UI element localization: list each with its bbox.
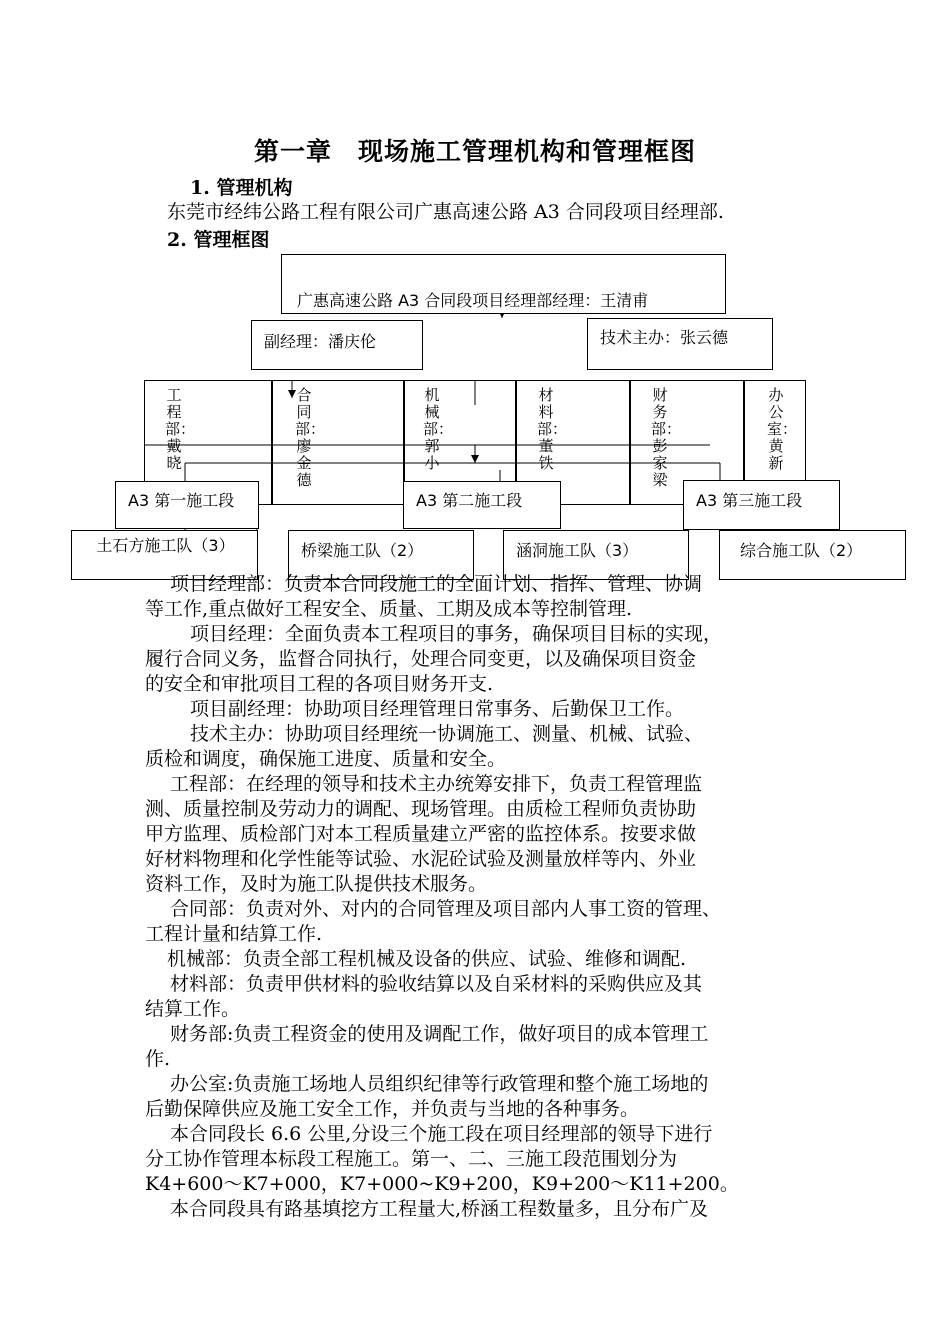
section-heading-management-organization: 1. 管理机构	[190, 177, 293, 199]
construction-section-1-label: A3 第一施工段	[128, 491, 235, 510]
department-engineering-label: 工程部：戴晓	[165, 386, 196, 472]
body-line: 材料部：负责甲供材料的验收结算以及自采材料的采购供应及其	[170, 973, 703, 995]
body-line: 分工协作管理本标段工程施工。第一、二、三施工段范围划分为	[145, 1148, 678, 1170]
body-line: 质检和调度，确保施工进度、质量和安全。	[145, 748, 507, 770]
body-line: 的安全和审批项目工程的各项目财务开支.	[145, 673, 494, 695]
department-contract-box	[272, 380, 404, 505]
section-heading-management-chart: 2. 管理框图	[167, 229, 270, 251]
body-line: 财务部:负责工程资金的使用及调配工作，做好项目的成本管理工	[170, 1023, 709, 1045]
construction-section-3-box	[683, 480, 840, 530]
body-line: 资料工作，及时为施工队提供技术服务。	[145, 873, 488, 895]
team-bridge-label: 桥梁施工队（2）	[301, 541, 424, 560]
body-line: 甲方监理、质检部门对本工程质量建立严密的监控体系。按要求做	[145, 823, 697, 845]
body-text	[145, 572, 815, 1222]
construction-section-2-label: A3 第二施工段	[416, 491, 523, 510]
body-line: 履行合同义务，监督合同执行，处理合同变更，以及确保项目资金	[145, 648, 697, 670]
technical-chief-box	[587, 318, 773, 370]
body-line: 作.	[145, 1048, 171, 1070]
body-line: 等工作,重点做好工程安全、质量、工期及成本等控制管理.	[145, 598, 633, 620]
construction-section-2-box	[403, 481, 561, 529]
org-top-box	[281, 254, 726, 314]
department-machinery-label: 机械部：郭小	[423, 386, 454, 472]
deputy-manager-label: 副经理：潘庆伦	[264, 332, 377, 351]
construction-section-1-box	[115, 481, 259, 529]
body-line: 结算工作。	[145, 998, 241, 1020]
body-line: 项目经理：全面负责本工程项目的事务，确保项目目标的实现，	[190, 623, 723, 645]
organization-name-text: 东莞市经纬公路工程有限公司广惠高速公路 A3 合同段项目经理部.	[167, 201, 724, 223]
body-line: 合同部：负责对外、对内的合同管理及项目部内人事工资的管理、	[170, 898, 722, 920]
body-line: 工程计量和结算工作.	[145, 923, 323, 945]
department-office-label: 办公室：黄新	[767, 386, 798, 472]
page-title: 第一章 现场施工管理机构和管理框图	[253, 137, 696, 166]
body-line: 机械部：负责全部工程机械及设备的供应、试验、维修和调配.	[167, 948, 687, 970]
body-line: 后勤保障供应及施工安全工作，并负责与当地的各种事务。	[145, 1098, 640, 1120]
body-line: 办公室:负责施工场地人员组织纪律等行政管理和整个施工场地的	[170, 1073, 709, 1095]
body-line: 测、质量控制及劳动力的调配、现场管理。由质检工程师负责协助	[145, 798, 697, 820]
construction-section-3-label: A3 第三施工段	[696, 491, 803, 510]
body-line: 好材料物理和化学性能等试验、水泥砼试验及测量放样等内、外业	[145, 848, 697, 870]
team-general-label: 综合施工队（2）	[740, 541, 863, 560]
body-line: 本合同段具有路基填挖方工程量大,桥涵工程数量多，且分布广及	[170, 1198, 709, 1220]
body-line: 工程部：在经理的领导和技术主办统筹安排下，负责工程管理监	[170, 773, 703, 795]
body-line: 本合同段长 6.6 公里,分设三个施工段在项目经理部的领导下进行	[170, 1123, 713, 1145]
deputy-manager-box	[251, 320, 423, 370]
team-culvert-label: 涵洞施工队（3）	[516, 541, 639, 560]
body-line: 项目经理部：负责本合同段施工的全面计划、指挥、管理、协调	[170, 573, 703, 595]
org-top-label: 广惠高速公路 A3 合同段项目经理部经理：王清甫	[297, 291, 649, 310]
department-contract-label: 合同部：廖金德	[295, 386, 326, 489]
department-materials-label: 材料部：董铁	[537, 386, 568, 472]
team-earthwork-label: 土石方施工队（3）	[96, 536, 235, 555]
technical-chief-label: 技术主办：张云德	[600, 328, 729, 347]
body-line: 技术主办：协助项目经理统一协调施工、测量、机械、试验、	[190, 723, 704, 745]
department-finance-label: 财务部：彭家梁	[651, 386, 682, 489]
body-line: 项目副经理：协助项目经理管理日常事务、后勤保卫工作。	[190, 698, 685, 720]
body-line: K4+600～K7+000，K7+000~K9+200，K9+200～K11+200。	[145, 1173, 739, 1195]
